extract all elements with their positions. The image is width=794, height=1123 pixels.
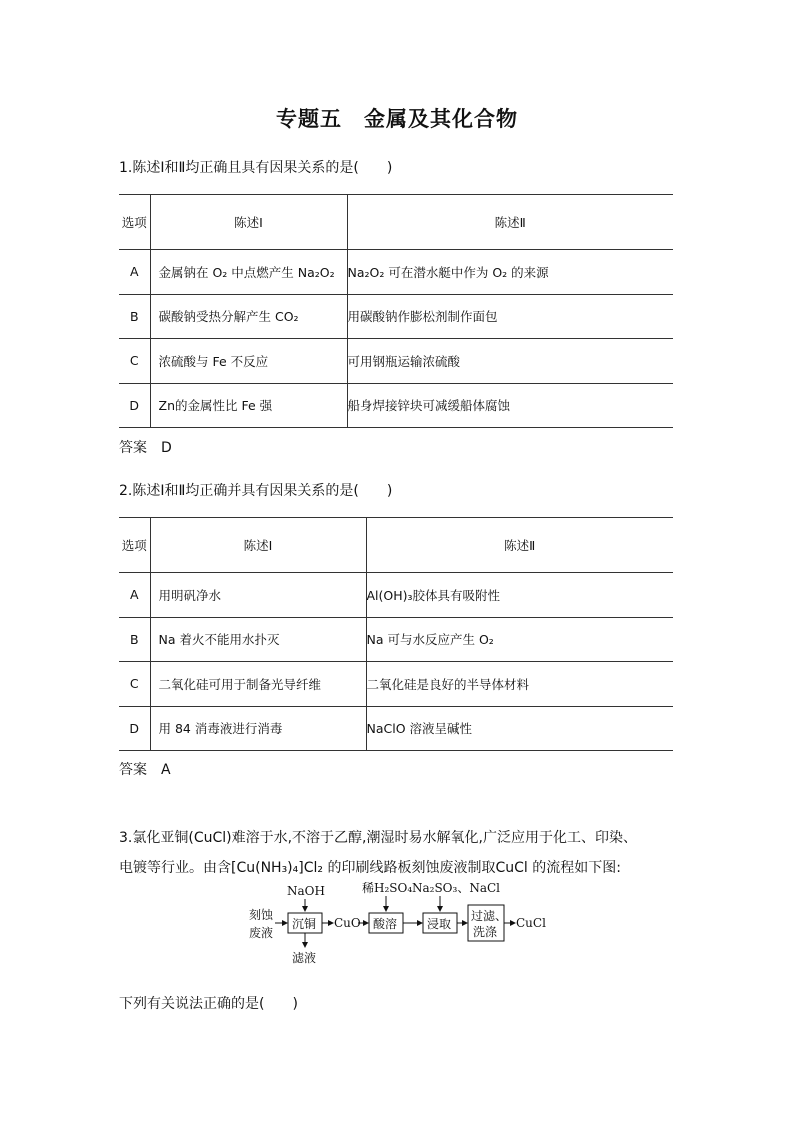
row-option: B (119, 617, 150, 662)
q2-answer: 答案 A (119, 762, 171, 778)
flow-step-4-line-1: 过滤、 (471, 909, 508, 923)
table-row (119, 294, 673, 339)
row-statement-1: 用 84 消毒液进行消毒 (150, 706, 366, 751)
header-statement-1: 陈述Ⅰ (150, 518, 366, 573)
table-row (119, 706, 673, 751)
q1-answer: 答案 D (119, 440, 172, 456)
table-row (119, 339, 673, 384)
flow-filtrate: 滤液 (292, 951, 317, 965)
table-row (119, 617, 673, 662)
row-option: D (119, 383, 150, 428)
row-option: A (119, 573, 150, 618)
table-row (119, 662, 673, 707)
row-statement-2: Al(OH)₃胶体具有吸附性 (366, 587, 501, 603)
header-option: 选项 (119, 518, 150, 573)
row-statement-1: Zn的金属性比 Fe 强 (150, 383, 347, 428)
row-statement-2: 用碳酸钠作膨松剂制作面包 (347, 309, 498, 325)
flow-reagent-na2so3-nacl: Na₂SO₃、NaCl (412, 881, 501, 895)
row-option: C (119, 662, 150, 707)
q1-stem: 1.陈述Ⅰ和Ⅱ均正确且具有因果关系的是( ) (119, 160, 393, 176)
row-statement-1: Na 着火不能用水扑灭 (150, 617, 366, 662)
q3-line-2: 电镀等行业。由含[Cu(NH₃)₄]Cl₂ 的印刷线路板刻蚀废液制取CuCl 的流程如下图: (119, 860, 621, 876)
flow-start-label-1: 刻蚀 (249, 908, 274, 922)
row-statement-1: 二氧化硅可用于制备光导纤维 (150, 662, 366, 707)
flow-reagent-acid: 稀H₂SO₄ (362, 881, 413, 895)
flow-step-1: 沉铜 (292, 917, 317, 931)
table-row (119, 573, 673, 618)
header-statement-2: 陈述Ⅱ (494, 215, 526, 230)
q1-table (119, 194, 673, 428)
header-statement-2: 陈述Ⅱ (504, 538, 536, 553)
flow-reagent-naoh: NaOH (287, 884, 325, 898)
flow-product-cucl: CuCl (516, 916, 546, 930)
flow-step-3: 浸取 (427, 917, 452, 931)
flow-intermediate-cuo: CuO (334, 916, 361, 930)
q3-line-1: 3.氯化亚铜(CuCl)难溶于水,不溶于乙醇,潮湿时易水解氧化,广泛应用于化工、印染、 (119, 830, 637, 846)
row-statement-1: 用明矾净水 (150, 573, 366, 618)
q2-stem: 2.陈述Ⅰ和Ⅱ均正确并具有因果关系的是( ) (119, 483, 393, 499)
flow-start-label-2: 废液 (249, 926, 274, 940)
header-statement-1: 陈述Ⅰ (150, 195, 347, 250)
flow-step-4-line-2: 洗涤 (473, 925, 498, 939)
row-option: C (119, 339, 150, 384)
row-statement-2: 可用钢瓶运输浓硫酸 (347, 353, 461, 369)
process-flow-diagram (245, 875, 555, 965)
row-statement-2: 二氧化硅是良好的半导体材料 (366, 676, 530, 692)
row-statement-2: NaClO 溶液呈碱性 (366, 721, 473, 737)
row-option: B (119, 294, 150, 339)
row-statement-1: 浓硫酸与 Fe 不反应 (150, 339, 347, 384)
header-option: 选项 (119, 195, 150, 250)
table-row (119, 383, 673, 428)
page-title: 专题五 金属及其化合物 (276, 107, 518, 131)
row-statement-2: 船身焊接锌块可减缓船体腐蚀 (347, 398, 511, 414)
row-statement-1: 碳酸钠受热分解产生 CO₂ (150, 294, 347, 339)
row-option: A (119, 250, 150, 295)
flow-step-2: 酸溶 (373, 917, 398, 931)
row-statement-2: Na₂O₂ 可在潜水艇中作为 O₂ 的来源 (347, 264, 549, 280)
row-statement-1: 金属钠在 O₂ 中点燃产生 Na₂O₂ (150, 250, 347, 295)
q3-stem (119, 823, 679, 883)
q3-question: 下列有关说法正确的是( ) (119, 996, 298, 1012)
q2-table (119, 517, 673, 751)
row-statement-2: Na 可与水反应产生 O₂ (366, 632, 494, 648)
row-option: D (119, 706, 150, 751)
table-row (119, 250, 673, 295)
